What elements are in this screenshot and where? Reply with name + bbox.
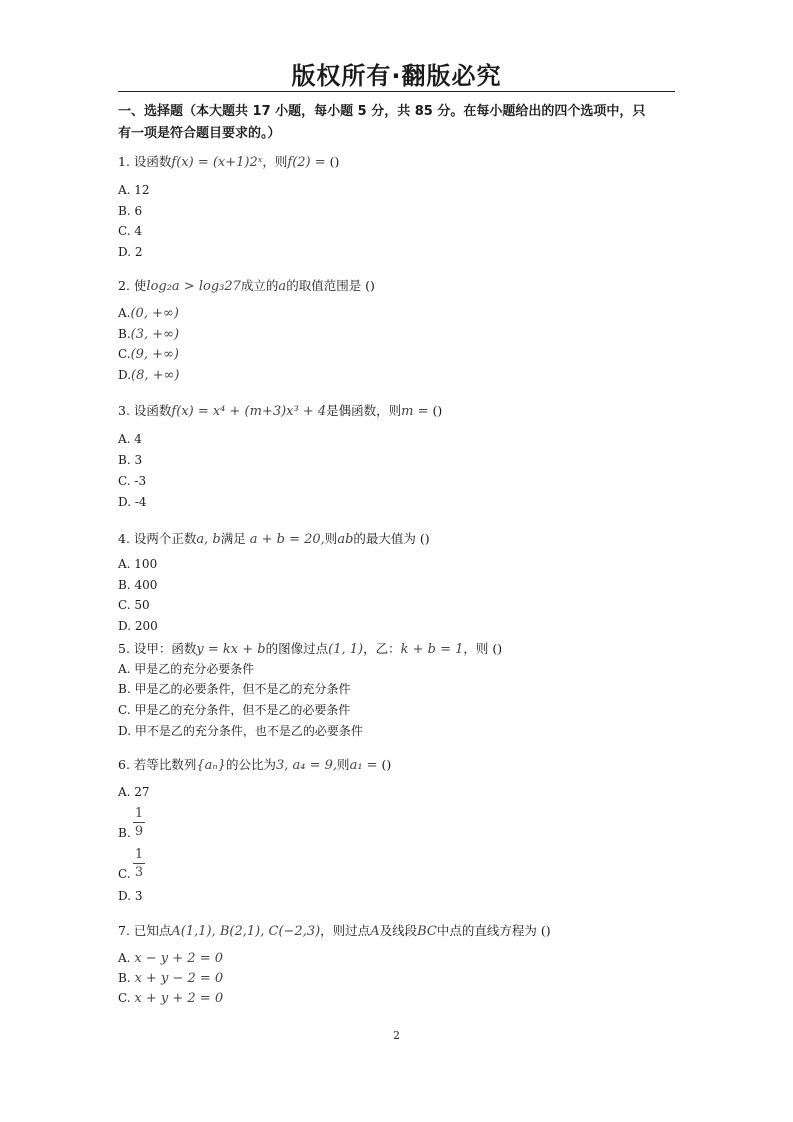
fraction-denominator: 9 — [134, 824, 144, 839]
question-2 — [118, 276, 375, 294]
page-header-title: 版权所有·翻版必究 — [291, 62, 502, 90]
section-heading-line1: 一、选择题（本大题共 17 小题，每小题 5 分，共 85 分。在每小题给出的四个选项中，只 — [118, 104, 646, 119]
math-expression: a₁ = — [349, 758, 378, 773]
header-rule — [118, 91, 675, 92]
option-a — [118, 306, 179, 321]
option-d: D. 2 — [118, 245, 143, 259]
math-expression: (8, +∞) — [131, 368, 180, 383]
option-a — [118, 951, 223, 966]
question-text: 则 — [337, 757, 350, 772]
question-text: 的最大值为 () — [353, 531, 430, 546]
math-expression: x − y + 2 = 0 — [134, 951, 224, 966]
option-d: D. -4 — [118, 495, 147, 509]
question-text: 5. 设甲：函数 — [118, 641, 197, 656]
math-expression: BC — [417, 924, 437, 939]
option-c: C. 50 — [118, 598, 150, 612]
question-text: 的取值范围是 () — [286, 278, 375, 293]
math-expression: A — [370, 924, 380, 939]
fraction-one-third — [133, 847, 145, 880]
question-text: () — [325, 154, 340, 169]
option-c: C. 4 — [118, 224, 143, 238]
option-b: B. 400 — [118, 578, 158, 592]
question-text: () — [377, 757, 392, 772]
math-expression: a + b = 20, — [249, 532, 325, 547]
option-label: C. — [118, 991, 131, 1005]
question-text: ，乙： — [363, 641, 401, 656]
fraction-numerator: 1 — [134, 806, 144, 821]
option-c: C. -3 — [118, 474, 147, 488]
fraction-bar — [133, 863, 145, 864]
question-text: ，则 — [262, 154, 288, 169]
question-text: 2. 使 — [118, 278, 147, 293]
option-a: A. 4 — [118, 432, 142, 446]
option-a: A. 100 — [118, 557, 158, 571]
question-text: 1. 设函数 — [118, 154, 172, 169]
question-text: 中点的直线方程为 () — [436, 923, 551, 938]
question-text: 成立的 — [240, 278, 279, 293]
question-text: 及线段 — [379, 923, 418, 938]
page-number: 2 — [393, 1029, 400, 1042]
math-expression: a — [278, 279, 287, 294]
option-b — [118, 971, 223, 986]
question-3 — [118, 401, 442, 419]
math-expression: ab — [337, 532, 354, 547]
math-expression: A(1,1), B(2,1), C(−2,3) — [171, 924, 321, 939]
option-label: B. — [118, 327, 131, 341]
option-label: C. — [118, 347, 131, 361]
question-4 — [118, 529, 430, 547]
fraction-denominator: 3 — [134, 865, 144, 880]
option-c — [118, 991, 223, 1006]
math-expression: m = — [401, 404, 429, 419]
section-heading-line2: 有一项是符合题目要求的。） — [118, 126, 281, 141]
question-text: 6. 若等比数列 — [118, 757, 197, 772]
math-expression: x + y + 2 = 0 — [134, 991, 224, 1006]
option-label: B. — [118, 971, 131, 985]
option-b: B. 3 — [118, 453, 143, 467]
fraction-one-ninth — [133, 806, 145, 839]
math-expression: k + b = 1 — [400, 642, 464, 657]
option-d — [118, 368, 179, 383]
option-b: B. 6 — [118, 204, 143, 218]
fraction-numerator: 1 — [134, 847, 144, 862]
option-d: D. 甲不是乙的充分条件，也不是乙的必要条件 — [118, 724, 363, 738]
option-a: A. 27 — [118, 785, 150, 799]
math-expression: 3, a₄ = 9, — [275, 758, 338, 773]
option-b: B. 甲是乙的必要条件，但不是乙的充分条件 — [118, 682, 351, 696]
math-expression: x + y − 2 = 0 — [134, 971, 224, 986]
question-text: 是偶函数，则 — [326, 403, 402, 418]
option-label: A. — [118, 306, 131, 320]
question-5 — [118, 639, 502, 657]
math-expression: f(x) = (x+1)2ˣ — [171, 155, 263, 170]
math-expression: (1, 1) — [328, 642, 364, 657]
option-label: A. — [118, 951, 131, 965]
question-text: ，则 () — [463, 641, 503, 656]
option-a: A. 甲是乙的充分必要条件 — [118, 662, 255, 676]
question-1 — [118, 152, 339, 170]
question-text: () — [428, 403, 443, 418]
fraction-bar — [133, 822, 145, 823]
option-a: A. 12 — [118, 183, 150, 197]
math-expression: (3, +∞) — [130, 327, 180, 342]
option-b: B. — [118, 826, 131, 840]
math-expression: a, b — [196, 532, 221, 547]
question-6 — [118, 755, 391, 773]
option-c: C. — [118, 867, 131, 881]
math-expression: f(2) = — [287, 155, 326, 170]
question-text: 则 — [324, 531, 338, 546]
question-text: 3. 设函数 — [118, 403, 172, 418]
math-expression: f(x) = x⁴ + (m+3)x³ + 4 — [171, 404, 327, 419]
option-c — [118, 347, 179, 362]
option-d: D. 3 — [118, 889, 143, 903]
math-expression: y = kx + b — [196, 642, 266, 657]
math-expression: (0, +∞) — [130, 306, 179, 321]
question-text: 的图像过点 — [265, 641, 329, 656]
math-expression: log₂a > log₃27 — [146, 279, 241, 294]
option-b — [118, 327, 179, 342]
question-text: 7. 已知点 — [118, 923, 172, 938]
math-expression: {aₙ} — [196, 758, 226, 773]
question-text: 4. 设两个正数 — [118, 531, 197, 546]
question-7 — [118, 921, 551, 939]
option-label: D. — [118, 368, 132, 382]
question-text: 的公比为 — [225, 757, 276, 772]
option-c: C. 甲是乙的充分条件，但不是乙的必要条件 — [118, 703, 351, 717]
question-text: ，则过点 — [320, 923, 371, 938]
question-text: 满足 — [220, 531, 250, 546]
math-expression: (9, +∞) — [130, 347, 179, 362]
option-d: D. 200 — [118, 619, 158, 633]
